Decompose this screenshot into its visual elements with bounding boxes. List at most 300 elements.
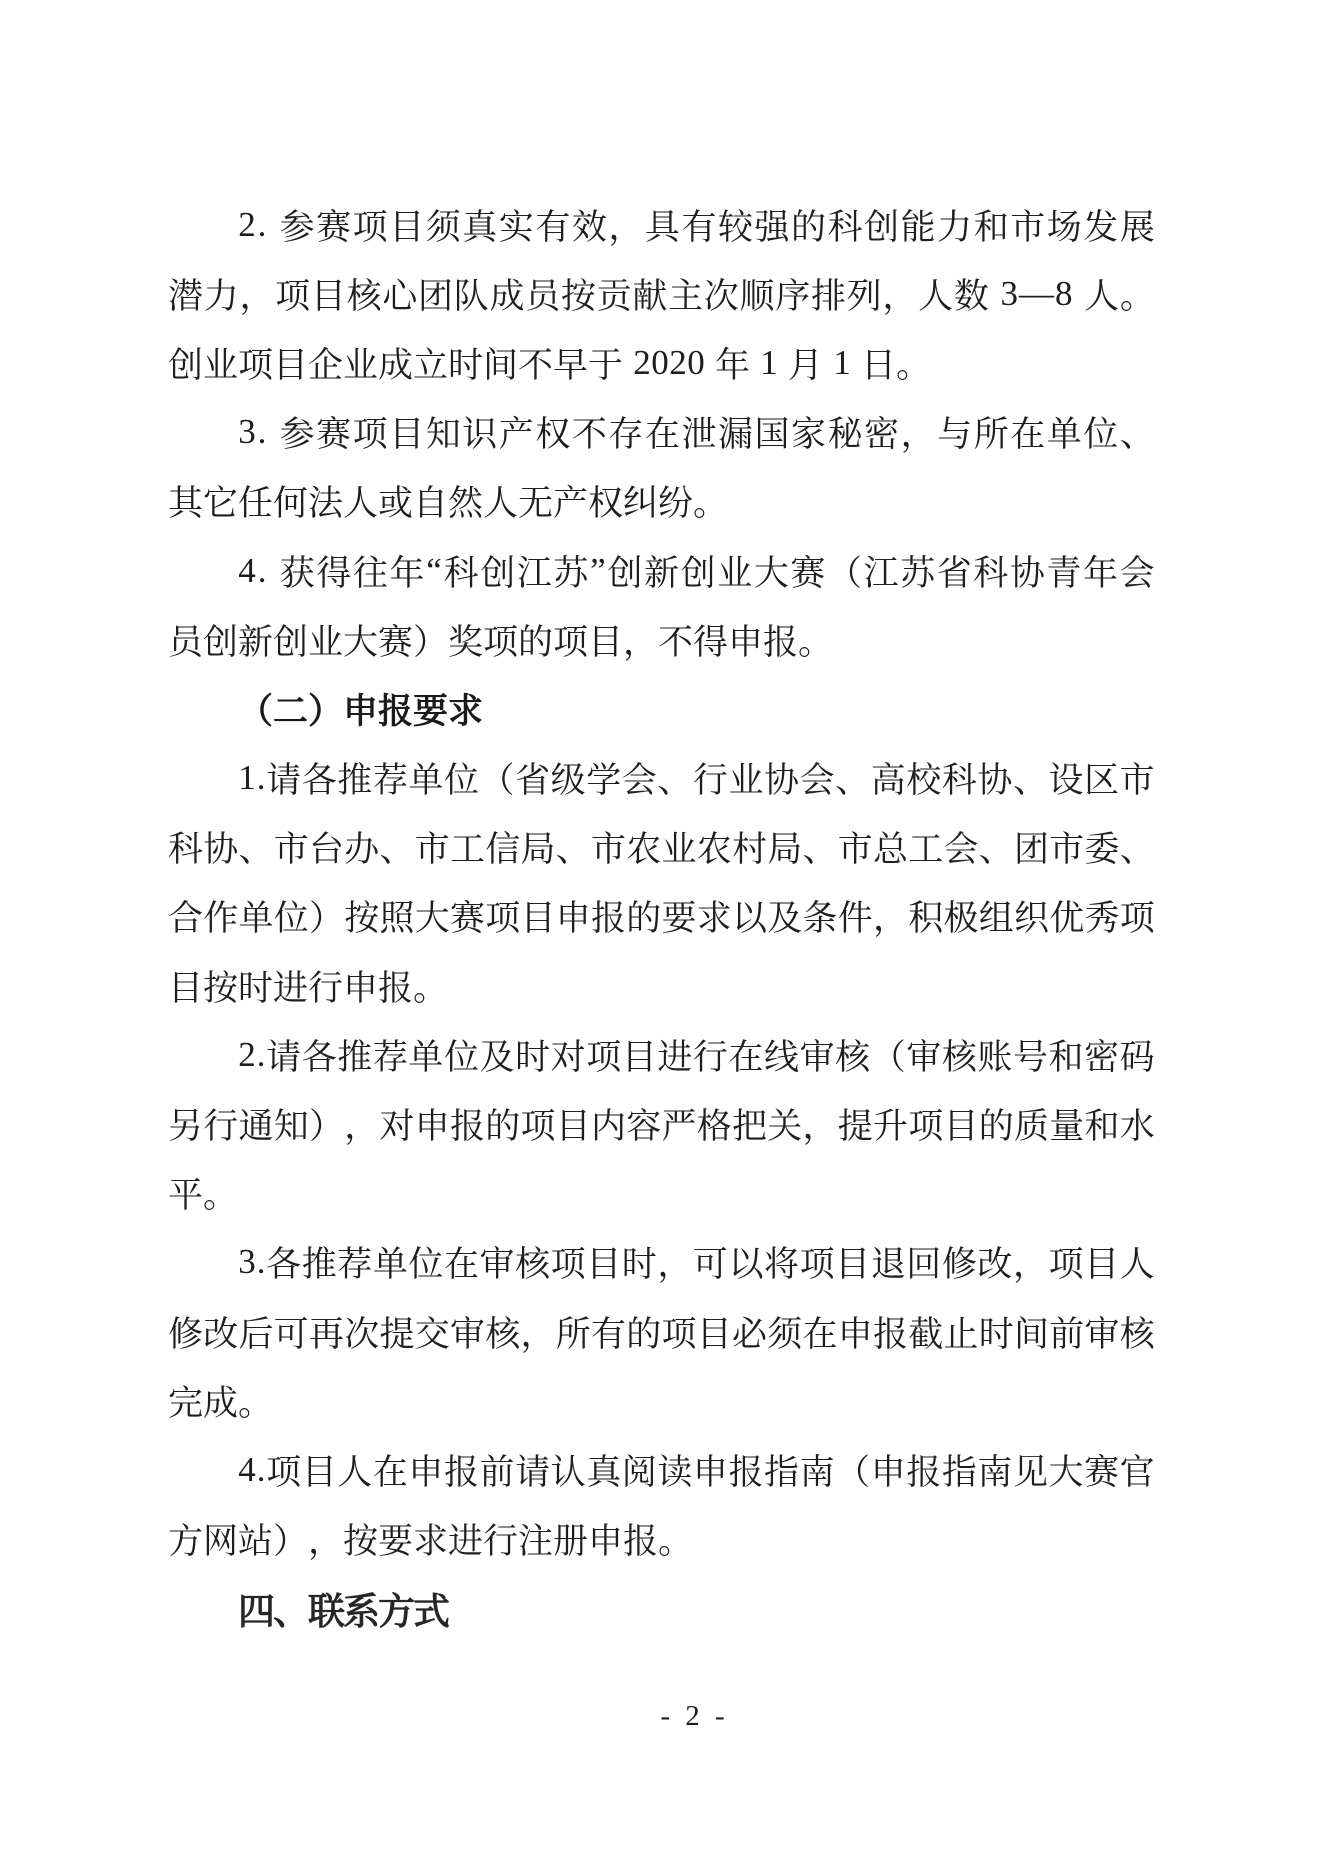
glyph: 市	[591, 830, 627, 870]
glyph: 奖	[448, 622, 484, 662]
glyph: 局	[520, 830, 556, 870]
glyph: 年	[389, 553, 425, 593]
glyph: 农	[626, 830, 662, 870]
glyph: 苏	[553, 553, 589, 593]
glyph: 各	[301, 1037, 337, 1077]
glyph: 推	[301, 1245, 337, 1285]
glyph: 真	[462, 207, 498, 247]
text-line	[168, 1089, 1155, 1158]
glyph: 平	[168, 1176, 204, 1216]
glyph: 区	[1084, 761, 1120, 801]
glyph: 科	[941, 761, 977, 801]
glyph: 时	[621, 1245, 657, 1285]
glyph: 各	[266, 1245, 302, 1285]
glyph: 设	[1048, 761, 1084, 801]
glyph: .	[257, 204, 267, 244]
glyph: 科	[973, 553, 1009, 593]
glyph: 知	[425, 415, 461, 455]
glyph: 关	[767, 1107, 803, 1147]
glyph: 方	[168, 1522, 204, 1562]
glyph: 团	[418, 276, 454, 316]
glyph: 何	[273, 484, 309, 524]
glyph: 。	[798, 622, 834, 662]
glyph: 和	[1048, 1037, 1084, 1077]
glyph: 秘	[827, 415, 863, 455]
glyph: 列	[846, 276, 882, 316]
text-line	[168, 605, 1155, 674]
glyph: 优	[1049, 899, 1085, 939]
glyph: 权	[535, 415, 571, 455]
text-line	[168, 1435, 1155, 1504]
glyph: 业	[308, 622, 344, 662]
glyph: 对	[379, 1107, 415, 1147]
glyph: （	[870, 1037, 906, 1077]
glyph: 会	[943, 830, 979, 870]
glyph: 创	[480, 553, 516, 593]
glyph: 。	[693, 484, 729, 524]
glyph: 在	[1010, 415, 1046, 455]
glyph: 时	[448, 345, 484, 385]
glyph: 行	[483, 1522, 519, 1562]
section-heading-contact	[168, 1574, 1155, 1643]
glyph: 委	[1084, 830, 1120, 870]
glyph: 进	[657, 1037, 693, 1077]
glyph: 审	[799, 1037, 835, 1077]
glyph: 业	[728, 761, 764, 801]
glyph: 其	[168, 484, 204, 524]
glyph	[705, 343, 715, 383]
glyph: 各	[301, 761, 337, 801]
glyph: 赛	[378, 622, 414, 662]
glyph: 线	[764, 1037, 800, 1077]
glyph: 纷	[658, 484, 694, 524]
glyph: 报	[450, 1107, 486, 1147]
glyph: 效	[571, 207, 607, 247]
glyph: 。	[203, 1176, 239, 1216]
glyph: 年	[715, 345, 751, 385]
glyph: 4	[238, 550, 256, 590]
glyph: 纠	[623, 484, 659, 524]
glyph: 所	[555, 1314, 591, 1354]
glyph	[750, 343, 760, 383]
text-line	[168, 1297, 1155, 1366]
glyph: 单	[372, 1245, 408, 1285]
glyph: 在	[372, 1452, 408, 1492]
glyph	[268, 205, 278, 245]
text-line	[168, 467, 1155, 536]
glyph: 工	[450, 830, 486, 870]
glyph: .	[256, 1449, 266, 1489]
glyph: 产	[553, 484, 589, 524]
glyph: 容	[626, 1107, 662, 1147]
glyph: 协	[1009, 553, 1045, 593]
glyph: 再	[309, 1314, 345, 1354]
glyph: 报	[378, 968, 414, 1008]
glyph: 及	[767, 899, 803, 939]
glyph: 参	[279, 415, 315, 455]
glyph: 0	[651, 342, 669, 382]
glyph: 系	[343, 1591, 380, 1633]
glyph: 具	[644, 207, 680, 247]
glyph: 报	[873, 1314, 909, 1354]
glyph: 、	[1119, 415, 1155, 455]
glyph: 市	[837, 830, 873, 870]
glyph: ，	[239, 276, 275, 316]
glyph: 校	[906, 761, 942, 801]
glyph: 密	[1084, 1037, 1120, 1077]
glyph: 存	[608, 415, 644, 455]
glyph: 南	[799, 1452, 835, 1492]
glyph: 次	[703, 276, 739, 316]
glyph: 水	[1119, 1107, 1155, 1147]
glyph: 注	[518, 1522, 554, 1562]
glyph: 目	[1084, 1245, 1120, 1285]
glyph: 市	[414, 830, 450, 870]
glyph: 2	[238, 204, 256, 244]
glyph: 1	[760, 342, 778, 382]
glyph: 目	[943, 1107, 979, 1147]
glyph: 权	[588, 484, 624, 524]
glyph: 间	[1014, 1314, 1050, 1354]
glyph: 贡	[596, 276, 632, 316]
glyph: 在	[728, 1037, 764, 1077]
glyph: 提	[837, 1107, 873, 1147]
glyph: 行	[203, 1107, 239, 1147]
glyph: 及	[479, 1037, 515, 1077]
glyph: 指	[941, 1452, 977, 1492]
glyph: 得	[316, 553, 352, 593]
glyph: 在	[802, 1314, 838, 1354]
text-line	[168, 1228, 1155, 1297]
glyph: 量	[1049, 1107, 1085, 1147]
glyph: ，	[882, 276, 918, 316]
glyph: 核	[1119, 1314, 1155, 1354]
glyph: 项	[483, 622, 519, 662]
glyph: .	[257, 550, 267, 590]
glyph: 申	[343, 968, 379, 1008]
glyph: 台	[309, 830, 345, 870]
glyph: 提	[379, 1314, 415, 1354]
glyph: 申	[588, 1522, 624, 1562]
glyph	[623, 343, 633, 383]
glyph: ，	[520, 1314, 556, 1354]
glyph: （	[479, 761, 515, 801]
glyph: 次	[344, 1314, 380, 1354]
glyph: .	[256, 1034, 266, 1074]
glyph: 。	[1119, 276, 1155, 316]
glyph: 、	[1012, 761, 1048, 801]
glyph: 时	[515, 1037, 551, 1077]
glyph: （	[826, 553, 862, 593]
glyph: ”	[590, 550, 606, 590]
glyph: 按	[560, 276, 596, 316]
glyph: 献	[632, 276, 668, 316]
glyph: 时	[978, 1314, 1014, 1354]
glyph: 止	[943, 1314, 979, 1354]
glyph: 另	[168, 1107, 204, 1147]
glyph: 核	[835, 1037, 871, 1077]
glyph: 实	[498, 207, 534, 247]
text-line	[168, 536, 1155, 605]
glyph: 会	[1119, 553, 1155, 593]
glyph: 位	[443, 1037, 479, 1077]
glyph: 市	[1119, 761, 1155, 801]
glyph: 前	[1049, 1314, 1085, 1354]
glyph: 目	[520, 899, 556, 939]
glyph: 的	[626, 1314, 662, 1354]
glyph: 项	[908, 1107, 944, 1147]
glyph: 人	[1084, 276, 1120, 316]
glyph: 0	[687, 342, 705, 382]
glyph: ，	[344, 1107, 380, 1147]
glyph: 场	[1046, 207, 1082, 247]
glyph: 册	[553, 1522, 589, 1562]
text-line	[168, 259, 1155, 328]
glyph: 自	[413, 484, 449, 524]
glyph: 创	[203, 622, 239, 662]
glyph: 作	[203, 899, 239, 939]
glyph: 可	[273, 1314, 309, 1354]
glyph: 请	[515, 1452, 551, 1492]
glyph: 报	[378, 691, 414, 731]
glyph: 修	[941, 1245, 977, 1285]
text-line	[168, 882, 1155, 951]
glyph: 阅	[621, 1452, 657, 1492]
glyph	[851, 343, 861, 383]
glyph: .	[257, 412, 267, 452]
glyph: （	[238, 691, 274, 731]
glyph	[990, 274, 1000, 314]
glyph: 赛	[316, 207, 352, 247]
glyph: 条	[802, 899, 838, 939]
glyph: ，	[900, 415, 936, 455]
glyph: 目	[310, 276, 346, 316]
glyph: 式	[413, 1591, 450, 1633]
glyph: 创	[864, 207, 900, 247]
document-body	[168, 190, 1155, 1643]
glyph: 账	[977, 1037, 1013, 1077]
glyph: 江	[863, 553, 899, 593]
glyph: 截	[908, 1314, 944, 1354]
glyph: 后	[238, 1314, 274, 1354]
glyph: 方	[378, 1591, 415, 1633]
glyph: 强	[754, 207, 790, 247]
glyph: 业	[717, 553, 753, 593]
glyph: 号	[1012, 1037, 1048, 1077]
glyph: 成	[203, 1383, 239, 1423]
glyph: 二	[273, 691, 309, 731]
glyph: 2	[238, 1034, 256, 1074]
glyph: 工	[908, 830, 944, 870]
glyph: 2	[669, 342, 687, 382]
glyph: 申	[555, 899, 591, 939]
glyph: 须	[425, 207, 461, 247]
glyph: ，	[608, 207, 644, 247]
glyph: 较	[717, 207, 753, 247]
glyph: 漏	[717, 415, 753, 455]
glyph: 荐	[337, 1245, 373, 1285]
glyph: ，	[802, 1107, 838, 1147]
glyph: 。	[896, 345, 932, 385]
glyph: 单	[408, 761, 444, 801]
glyph: 协	[203, 830, 239, 870]
glyph: —	[1018, 273, 1054, 313]
glyph: 核	[941, 1037, 977, 1077]
glyph: 目	[389, 415, 425, 455]
glyph	[268, 412, 278, 452]
glyph: 位	[408, 1245, 444, 1285]
text-line	[168, 328, 1155, 397]
glyph: （	[835, 1452, 871, 1492]
glyph: 格	[696, 1107, 732, 1147]
glyph: 申	[692, 1452, 728, 1492]
glyph: 月	[788, 345, 824, 385]
glyph: 创	[273, 622, 309, 662]
glyph: 申	[837, 1314, 873, 1354]
glyph: 潜	[168, 276, 204, 316]
glyph: 村	[732, 830, 768, 870]
glyph: 创	[168, 345, 204, 385]
glyph: 网	[203, 1522, 239, 1562]
glyph: 织	[1014, 899, 1050, 939]
glyph: 创	[607, 553, 643, 593]
glyph: 年	[1083, 553, 1119, 593]
glyph: 项	[553, 622, 589, 662]
glyph: 间	[483, 345, 519, 385]
glyph: 、	[273, 1591, 310, 1633]
glyph: 行	[308, 968, 344, 1008]
glyph: 能	[900, 207, 936, 247]
glyph: 会	[799, 761, 835, 801]
glyph: 位	[1083, 415, 1119, 455]
glyph: 按	[343, 1522, 379, 1562]
glyph: 市	[1010, 207, 1046, 247]
glyph: 码	[1119, 1037, 1155, 1077]
glyph: 目	[168, 968, 204, 1008]
glyph: 项	[661, 1314, 697, 1354]
glyph	[778, 343, 788, 383]
glyph: 请	[266, 1037, 302, 1077]
section-heading-declaration-requirements	[168, 674, 1155, 743]
glyph: 赛	[1084, 1452, 1120, 1492]
glyph: 赛	[316, 415, 352, 455]
glyph: 秀	[1084, 899, 1120, 939]
glyph: 须	[767, 1314, 803, 1354]
page-number: - 2 -	[660, 1700, 729, 1732]
glyph: 所	[973, 415, 1009, 455]
glyph: 项	[586, 1037, 622, 1077]
glyph: 力	[203, 276, 239, 316]
glyph: 求	[448, 691, 484, 731]
glyph: 见	[1012, 1452, 1048, 1492]
glyph: 市	[1049, 830, 1085, 870]
glyph: 立	[413, 345, 449, 385]
glyph: 成	[378, 345, 414, 385]
glyph: 荐	[372, 1037, 408, 1077]
glyph: 项	[485, 899, 521, 939]
glyph: 目	[835, 1245, 871, 1285]
glyph: 件	[837, 899, 873, 939]
glyph: 密	[864, 415, 900, 455]
glyph: 目	[586, 1245, 622, 1285]
glyph: 、	[555, 830, 591, 870]
glyph: 省	[936, 553, 972, 593]
glyph: 修	[168, 1314, 204, 1354]
glyph: 进	[273, 968, 309, 1008]
glyph: 将	[764, 1245, 800, 1285]
glyph: 赛	[450, 899, 486, 939]
glyph: 力	[937, 207, 973, 247]
glyph: 科	[443, 553, 479, 593]
glyph: 序	[775, 276, 811, 316]
glyph: 通	[238, 1107, 274, 1147]
glyph: 审	[1084, 1314, 1120, 1354]
glyph: 人	[483, 484, 519, 524]
glyph: 以	[728, 1245, 764, 1285]
glyph: 项	[352, 415, 388, 455]
glyph: 要	[413, 691, 449, 731]
glyph: 目	[301, 1452, 337, 1492]
glyph: 位	[273, 899, 309, 939]
glyph: 单	[1046, 415, 1082, 455]
glyph: 核	[515, 1245, 551, 1285]
glyph: 在	[644, 415, 680, 455]
glyph: 项	[550, 1245, 586, 1285]
glyph: 四	[238, 1591, 275, 1633]
glyph: 学	[586, 761, 622, 801]
glyph: 省	[515, 761, 551, 801]
glyph: ）	[309, 1107, 345, 1147]
glyph: 把	[732, 1107, 768, 1147]
glyph: 于	[588, 345, 624, 385]
glyph: 求	[413, 1522, 449, 1562]
glyph: 与	[937, 415, 973, 455]
glyph: 合	[168, 899, 204, 939]
glyph: 照	[379, 899, 415, 939]
glyph: 它	[203, 484, 239, 524]
glyph: 知	[273, 1107, 309, 1147]
glyph: 报	[443, 1452, 479, 1492]
glyph: 排	[810, 276, 846, 316]
text-line	[168, 813, 1155, 882]
glyph: 审	[479, 1245, 515, 1285]
glyph: 员	[168, 622, 204, 662]
glyph: 不	[518, 345, 554, 385]
glyph: 质	[1014, 1107, 1050, 1147]
glyph: 目	[555, 1107, 591, 1147]
glyph: 协	[764, 761, 800, 801]
text-line	[168, 1159, 1155, 1228]
glyph: ，	[1012, 1245, 1048, 1285]
glyph: 严	[661, 1107, 697, 1147]
glyph: 项	[275, 276, 311, 316]
glyph: 的	[791, 207, 827, 247]
glyph: 成	[489, 276, 525, 316]
glyph: 、	[238, 830, 274, 870]
glyph: 、	[1119, 830, 1155, 870]
glyph: 或	[378, 484, 414, 524]
glyph: 顺	[739, 276, 775, 316]
text-line	[168, 744, 1155, 813]
glyph: 联	[308, 1591, 345, 1633]
glyph: 队	[453, 276, 489, 316]
glyph: 泄	[681, 415, 717, 455]
glyph: 以	[732, 899, 768, 939]
text-line	[168, 1020, 1155, 1089]
glyph: 读	[657, 1452, 693, 1492]
glyph: 不	[571, 415, 607, 455]
text-line	[168, 190, 1155, 259]
